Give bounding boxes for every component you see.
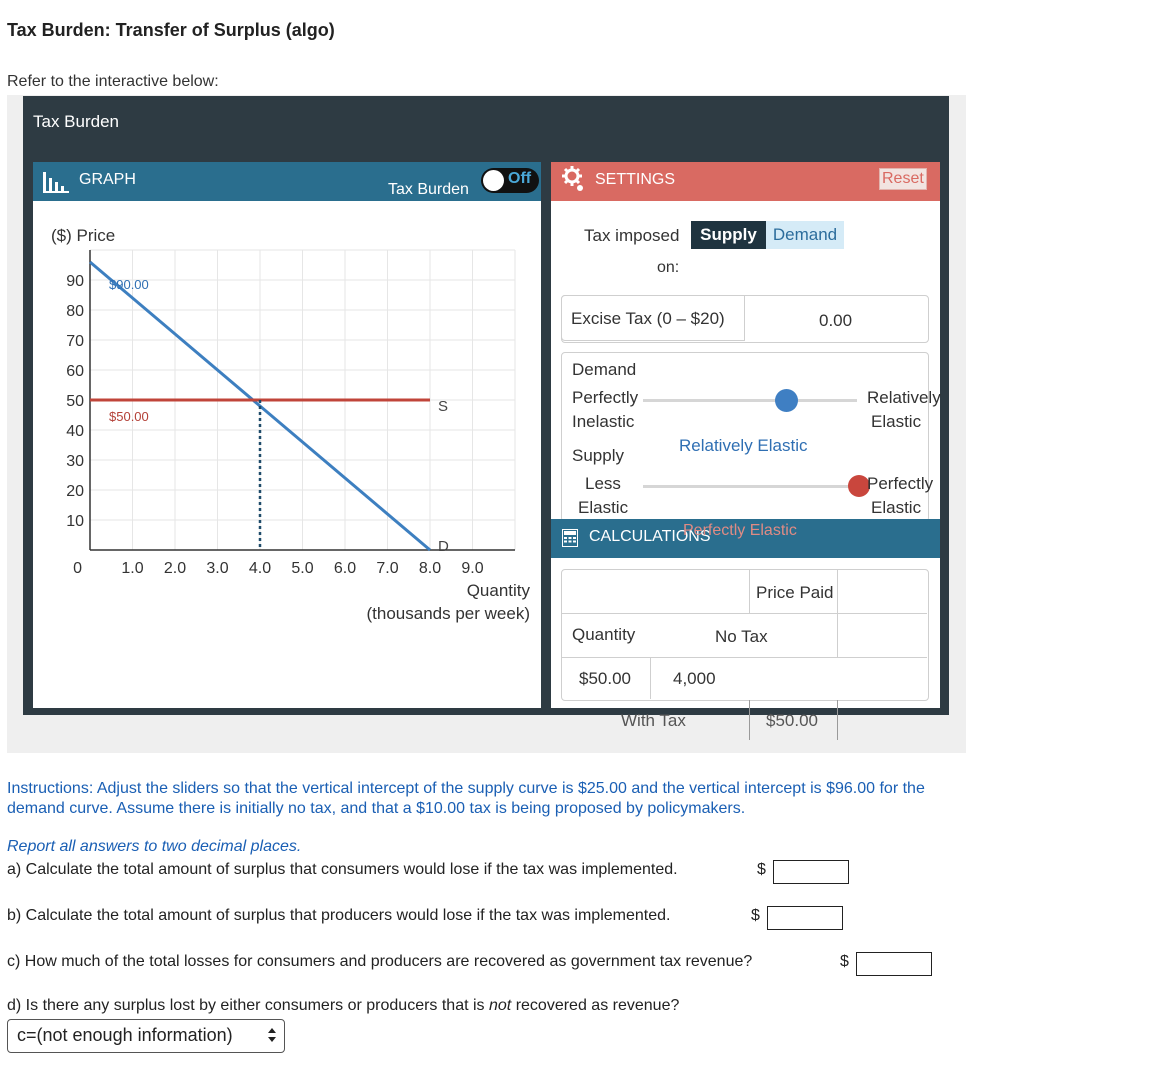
calculations-header-label: CALCULATIONS	[589, 528, 711, 545]
question-d-emphasis: not	[489, 997, 512, 1014]
tax-imposed-label: Tax imposed	[584, 226, 680, 245]
demand-slider-title: Demand	[572, 360, 637, 379]
row-with-tax: With Tax	[621, 711, 686, 730]
table-divider	[562, 657, 927, 658]
no-tax-quantity-value: 4,000	[673, 669, 716, 688]
supply-right-label-1: Perfectly	[867, 474, 934, 493]
x-tick-label: 0	[73, 560, 82, 577]
y-tick-label: 40	[66, 423, 84, 440]
supply-slider-value: Perfectly Elastic	[683, 522, 797, 539]
x-tick-label: 3.0	[206, 560, 229, 577]
header-price-paid: Price Paid	[756, 583, 834, 602]
table-divider	[837, 700, 838, 740]
report-note: Report all answers to two decimal places.	[7, 838, 302, 855]
dollar-sign: $	[757, 861, 766, 878]
answer-c-input[interactable]	[856, 952, 932, 976]
tax-burden-toggle-label: Tax Burden	[388, 181, 469, 198]
price-quantity-chart[interactable]	[33, 201, 541, 631]
gear-icon	[562, 166, 588, 194]
excise-tax-input[interactable]: 0.00	[819, 311, 853, 330]
supply-slider-title: Supply	[572, 446, 624, 465]
demand-left-label-2: Inelastic	[572, 412, 635, 431]
question-d-suffix: recovered as revenue?	[515, 997, 680, 1014]
demand-slider-track[interactable]	[643, 399, 857, 402]
answer-d-select-value: c=(not enough information)	[17, 1025, 233, 1045]
supply-slider-track[interactable]	[643, 485, 857, 488]
question-c: c) How much of the total losses for consumers and producers are recovered as government tax revenue?	[7, 953, 753, 970]
x-tick-label: 6.0	[333, 560, 357, 577]
graph-header-label: GRAPH	[79, 171, 136, 188]
reset-button[interactable]: Reset	[879, 168, 927, 190]
demand-right-label-2: Elastic	[871, 412, 922, 431]
demand-left-label-1: Perfectly	[572, 388, 639, 407]
supply-right-label-2: Elastic	[871, 498, 922, 513]
supply-left-label-1: Less	[585, 474, 621, 493]
answer-a-input[interactable]	[773, 860, 849, 884]
supply-price-label: $50.00	[109, 409, 149, 424]
table-divider	[650, 658, 651, 699]
excise-tax-label: Excise Tax (0 – $20)	[571, 309, 725, 328]
x-tick-label: 1.0	[121, 560, 144, 577]
no-tax-price-value: $50.00	[579, 669, 631, 688]
row-no-tax: No Tax	[715, 627, 768, 646]
x-tick-label: 9.0	[461, 560, 484, 577]
table-divider	[562, 613, 927, 614]
dollar-sign: $	[751, 907, 760, 924]
y-tick-label: 20	[66, 483, 84, 500]
question-a: a) Calculate the total amount of surplus that consumers would lose if the tax was implemented.	[7, 861, 678, 878]
table-divider	[749, 570, 750, 614]
supply-left-label-2: Elastic	[578, 498, 629, 513]
question-b: b) Calculate the total amount of surplus that producers would lose if the tax was implemented.	[7, 907, 671, 924]
settings-header-label: SETTINGS	[595, 171, 676, 188]
toggle-knob[interactable]	[483, 170, 504, 191]
toggle-state-text: Off	[508, 170, 532, 187]
question-d	[7, 997, 679, 1015]
table-divider	[749, 700, 750, 740]
demand-right-label-1: Relatively	[867, 388, 941, 407]
x-tick-label: 5.0	[291, 560, 314, 577]
supply-button[interactable]: Supply	[691, 221, 766, 249]
y-tick-label: 30	[66, 453, 84, 470]
widget-title: Tax Burden	[33, 112, 119, 131]
curve-label-d: D	[438, 538, 449, 555]
x-tick-label: 4.0	[248, 560, 272, 577]
dollar-sign: $	[840, 953, 849, 970]
curve-label-s: S	[438, 398, 449, 415]
y-tick-label: 90	[66, 273, 84, 290]
y-axis-title: ($) Price	[51, 226, 116, 245]
y-tick-label: 10	[66, 513, 84, 530]
y-tick-label: 50	[66, 393, 84, 410]
demand-slider-handle[interactable]	[775, 389, 798, 412]
demand-button[interactable]: Demand	[766, 221, 844, 249]
page-title: Tax Burden: Transfer of Surplus (algo)	[7, 20, 335, 40]
refer-text: Refer to the interactive below:	[7, 73, 219, 90]
select-arrows-icon	[267, 1027, 277, 1043]
with-tax-price-value: $50.00	[766, 711, 818, 730]
bar-chart-icon	[42, 170, 70, 194]
instructions-text: Instructions: Adjust the sliders so that the vertical intercept of the supply curve is $25.00 and the vertical intercept is $96.00 for the demand curve. Assume there is initially no tax, and that a $10.00 tax is being proposed by policymakers.	[7, 780, 925, 817]
y-tick-label: 80	[66, 303, 84, 320]
x-axis-subtitle: (thousands per week)	[366, 604, 530, 623]
calculator-icon	[562, 529, 578, 547]
answer-b-input[interactable]	[767, 906, 843, 930]
x-tick-label: 8.0	[418, 560, 442, 577]
header-quantity: Quantity	[572, 625, 636, 644]
tax-imposed-on-label: on:	[657, 259, 680, 276]
y-tick-label: 70	[66, 333, 84, 350]
x-tick-label: 2.0	[163, 560, 187, 577]
demand-intercept-label: $90.00	[109, 277, 149, 292]
x-tick-label: 7.0	[376, 560, 399, 577]
x-axis-title: Quantity	[466, 581, 530, 600]
question-d-prefix: d) Is there any surplus lost by either consumers or producers that is	[7, 997, 485, 1014]
y-tick-label: 60	[66, 363, 84, 380]
demand-slider-value: Relatively Elastic	[679, 436, 808, 455]
